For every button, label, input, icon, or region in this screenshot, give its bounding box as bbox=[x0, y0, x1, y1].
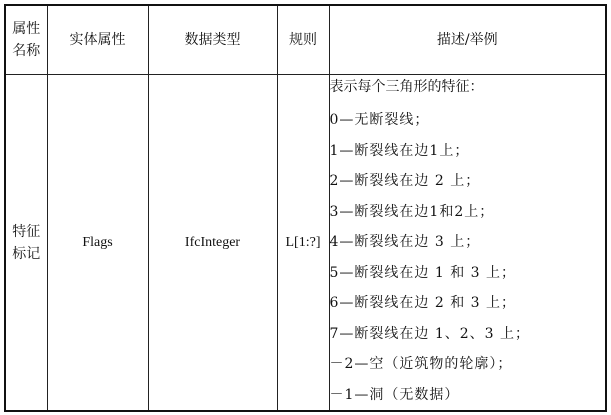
header-attr-name-line2: 名称 bbox=[12, 43, 41, 59]
description-line: 0—无断裂线； bbox=[329, 112, 430, 128]
cell-entity-attr: Flags bbox=[47, 75, 148, 412]
attribute-table bbox=[4, 4, 607, 412]
description-line: 3—断裂线在边1和2上； bbox=[329, 203, 495, 220]
table-row bbox=[5, 75, 606, 412]
description-title: 表示每个三角形的特征： bbox=[329, 79, 484, 95]
header-row bbox=[5, 5, 606, 75]
description-line: －1—洞（无数据） bbox=[329, 386, 460, 403]
header-rule: 规则 bbox=[277, 5, 329, 75]
header-description: 描述/举例 bbox=[329, 5, 606, 75]
cell-description bbox=[329, 75, 606, 412]
cell-attr-name-line2: 标记 bbox=[12, 245, 41, 262]
cell-data-type: IfcInteger bbox=[148, 75, 277, 412]
header-data-type: 数据类型 bbox=[148, 5, 277, 75]
description-line: 2—断裂线在边 2 上； bbox=[329, 173, 481, 189]
description-line: －2—空（近筑物的轮廓）； bbox=[329, 356, 513, 372]
header-entity-attr: 实体属性 bbox=[47, 5, 148, 75]
cell-rule: L[1:?] bbox=[277, 75, 329, 412]
description-line: 4—断裂线在边 3 上； bbox=[329, 234, 481, 250]
cell-attr-name bbox=[5, 75, 47, 412]
description-line: 7—断裂线在边 1、2、3 上； bbox=[329, 325, 531, 342]
header-attr-name bbox=[5, 5, 47, 75]
description-line: 5—断裂线在边 1 和 3 上； bbox=[329, 264, 517, 281]
description-line: 1—断裂线在边1上； bbox=[329, 142, 470, 159]
header-attr-name-line1: 属性 bbox=[12, 21, 41, 37]
description-line: 6—断裂线在边 2 和 3 上； bbox=[329, 295, 517, 311]
cell-attr-name-line1: 特征 bbox=[12, 223, 41, 240]
